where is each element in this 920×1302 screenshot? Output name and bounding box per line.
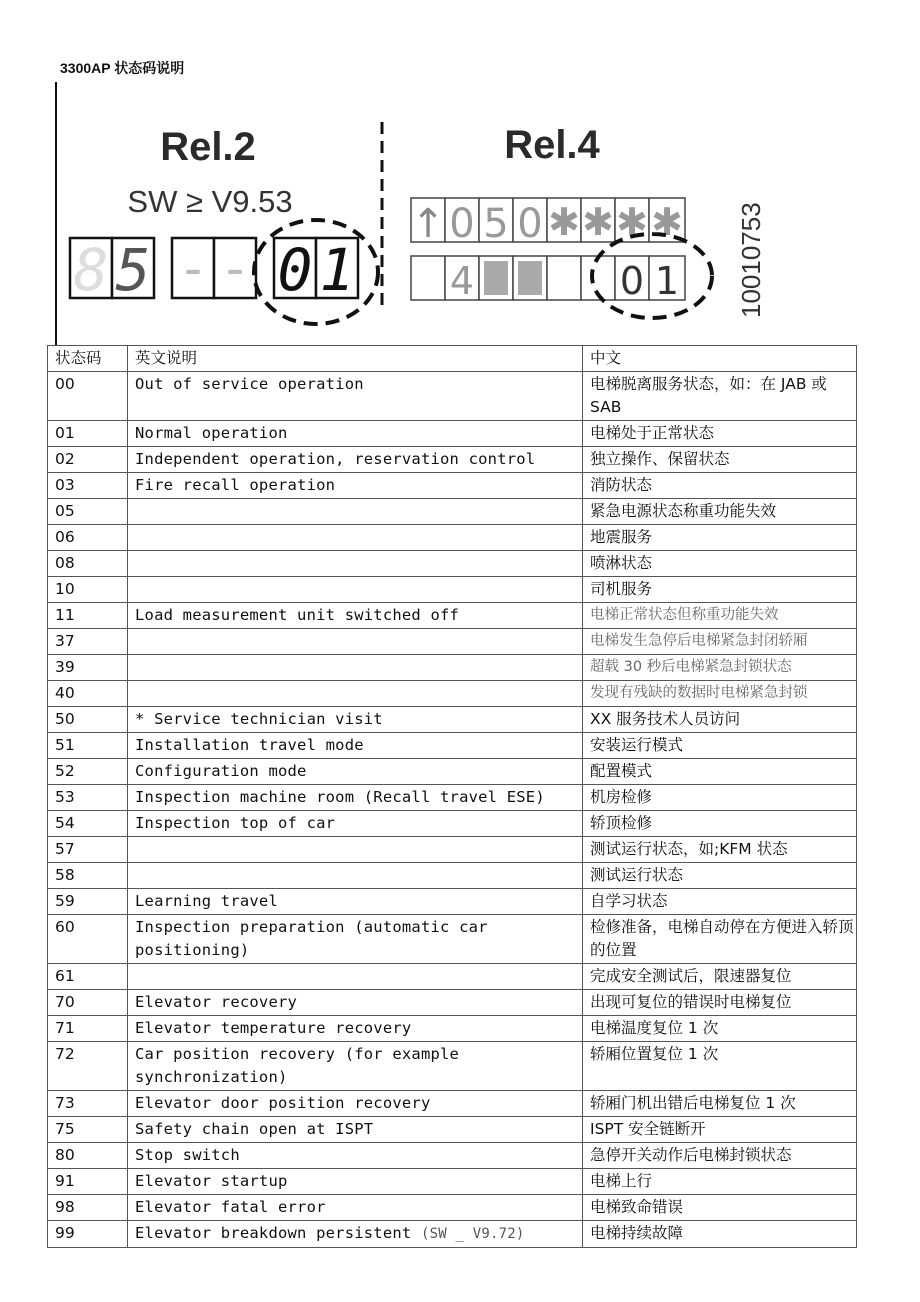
- chinese-description-cell: 安装运行模式: [583, 733, 857, 759]
- header-chinese: 中文: [583, 346, 857, 372]
- table-row: [48, 1042, 857, 1091]
- status-code-cell: 98: [48, 1195, 128, 1221]
- table-row: [48, 990, 857, 1016]
- status-code-cell: 57: [48, 837, 128, 863]
- english-description-text: Elevator breakdown persistent: [135, 1224, 412, 1242]
- rel2-digit-group-1: [70, 236, 154, 304]
- table-row: [48, 863, 857, 889]
- table-row: [48, 785, 857, 811]
- english-description-text: Elevator fatal error: [135, 1198, 326, 1216]
- chinese-description-cell: 发现有残缺的数据时电梯紧急封锁: [583, 681, 857, 707]
- status-code-cell: 06: [48, 525, 128, 551]
- table-row: [48, 372, 857, 421]
- status-code-cell: 73: [48, 1091, 128, 1117]
- english-description-cell: [128, 990, 583, 1016]
- english-description-cell: [128, 603, 583, 629]
- table-row: [48, 1221, 857, 1248]
- table-row: [48, 447, 857, 473]
- status-code-cell: 03: [48, 473, 128, 499]
- chinese-description-cell: 轿厢门机出错后电梯复位 1 次: [583, 1091, 857, 1117]
- english-description-cell: [128, 1143, 583, 1169]
- english-description-cell: [128, 629, 583, 655]
- table-body: [48, 372, 857, 1248]
- status-code-cell: 11: [48, 603, 128, 629]
- rel2-digit-4: -: [219, 239, 251, 299]
- english-description-cell: [128, 1117, 583, 1143]
- table-row: [48, 811, 857, 837]
- table-row: [48, 1195, 857, 1221]
- english-description-text: Normal operation: [135, 424, 288, 442]
- english-description-cell: [128, 1042, 583, 1091]
- chinese-description-cell: ISPT 安全链断开: [583, 1117, 857, 1143]
- table-row: [48, 889, 857, 915]
- chinese-description-cell: 电梯上行: [583, 1169, 857, 1195]
- status-code-cell: 54: [48, 811, 128, 837]
- rel4-r1-digit-3: 0: [517, 201, 543, 247]
- rel2-digit-1: 8: [73, 236, 109, 304]
- english-description-cell: [128, 447, 583, 473]
- rel4-r1-star-2: ✱: [582, 200, 614, 244]
- table-row: [48, 1016, 857, 1042]
- english-description-cell: [128, 525, 583, 551]
- status-code-cell: 05: [48, 499, 128, 525]
- english-description-cell: [128, 681, 583, 707]
- english-description-cell: [128, 499, 583, 525]
- english-description-text: Independent operation, reservation control: [135, 450, 536, 468]
- chinese-description-cell: 消防状态: [583, 473, 857, 499]
- table-row: [48, 473, 857, 499]
- status-code-cell: 70: [48, 990, 128, 1016]
- table-row: [48, 837, 857, 863]
- chinese-description-cell: 紧急电源状态称重功能失效: [583, 499, 857, 525]
- status-code-cell: 60: [48, 915, 128, 964]
- english-description-cell: [128, 1221, 583, 1248]
- status-code-cell: 40: [48, 681, 128, 707]
- rel4-r1-star-1: ✱: [548, 200, 580, 244]
- table-row: [48, 655, 857, 681]
- status-code-cell: 71: [48, 1016, 128, 1042]
- header-english: 英文说明: [128, 346, 583, 372]
- chinese-description-cell: 轿厢位置复位 1 次: [583, 1042, 857, 1091]
- english-description-text: Car position recovery (for example synchronization): [135, 1045, 460, 1086]
- status-code-cell: 59: [48, 889, 128, 915]
- table-row: [48, 1117, 857, 1143]
- table-row: [48, 525, 857, 551]
- status-code-cell: 51: [48, 733, 128, 759]
- table-row: [48, 1143, 857, 1169]
- english-description-cell: [128, 1091, 583, 1117]
- rel2-digit-5: 0: [277, 236, 313, 304]
- document-title: 3300AP 状态码说明: [60, 60, 185, 76]
- status-code-cell: 01: [48, 421, 128, 447]
- english-description-text: * Service technician visit: [135, 710, 383, 728]
- chinese-description-cell: 出现可复位的错误时电梯复位: [583, 990, 857, 1016]
- english-description-cell: [128, 964, 583, 990]
- english-description-cell: [128, 473, 583, 499]
- status-code-cell: 10: [48, 577, 128, 603]
- status-code-table: [47, 345, 857, 1248]
- english-description-cell: [128, 1016, 583, 1042]
- status-code-cell: 58: [48, 863, 128, 889]
- header-code: 状态码: [48, 346, 128, 372]
- status-code-cell: 53: [48, 785, 128, 811]
- status-code-cell: 52: [48, 759, 128, 785]
- english-description-text: Out of service operation: [135, 375, 364, 393]
- rel2-digit-2: 5: [115, 236, 151, 304]
- table-row: [48, 499, 857, 525]
- rel4-title: Rel.4: [504, 123, 600, 167]
- english-description-text: Inspection machine room (Recall travel ESE): [135, 788, 545, 806]
- english-description-text: Elevator temperature recovery: [135, 1019, 412, 1037]
- english-description-text: Inspection preparation (automatic car positioning): [135, 918, 488, 959]
- english-description-cell: [128, 421, 583, 447]
- rel4-r1-digit-1: 0: [449, 201, 475, 247]
- chinese-description-cell: 轿顶检修: [583, 811, 857, 837]
- status-code-cell: 61: [48, 964, 128, 990]
- english-description-text: Learning travel: [135, 892, 278, 910]
- chinese-description-cell: 独立操作、保留状态: [583, 447, 857, 473]
- chinese-description-cell: 司机服务: [583, 577, 857, 603]
- table-row: [48, 915, 857, 964]
- rel4-block-1: [484, 261, 508, 295]
- chinese-description-cell: 检修准备，电梯自动停在方便进入轿顶的位置: [583, 915, 857, 964]
- software-version-note: (SW _ V9.72): [420, 1226, 525, 1242]
- rel2-digit-3: -: [177, 239, 209, 299]
- chinese-description-cell: 测试运行状态: [583, 863, 857, 889]
- table-row: [48, 759, 857, 785]
- english-description-cell: [128, 837, 583, 863]
- status-display-figure: [0, 78, 920, 348]
- english-description-cell: [128, 759, 583, 785]
- table-row: [48, 707, 857, 733]
- chinese-description-cell: 机房检修: [583, 785, 857, 811]
- rel4-r2-digit-3: 1: [654, 259, 680, 303]
- chinese-description-cell: 电梯脱离服务状态，如：在 JAB 或 SAB: [583, 372, 857, 421]
- rel4-row-1: [411, 198, 685, 247]
- status-code-cell: 02: [48, 447, 128, 473]
- chinese-description-cell: 自学习状态: [583, 889, 857, 915]
- rel4-r1-star-3: ✱: [616, 200, 648, 244]
- rel2-subtitle: SW ≥ V9.53: [127, 184, 293, 219]
- table-row: [48, 1091, 857, 1117]
- chinese-description-cell: 地震服务: [583, 525, 857, 551]
- rel4-block-2: [518, 261, 542, 295]
- english-description-cell: [128, 1169, 583, 1195]
- english-description-text: Fire recall operation: [135, 476, 336, 494]
- english-description-text: Safety chain open at ISPT: [135, 1120, 374, 1138]
- chinese-description-cell: 测试运行状态，如;KFM 状态: [583, 837, 857, 863]
- rel2-digit-group-3: [274, 236, 358, 304]
- rel2-digit-6: 1: [319, 236, 355, 304]
- chinese-description-cell: 配置模式: [583, 759, 857, 785]
- status-code-cell: 99: [48, 1221, 128, 1248]
- english-description-cell: [128, 785, 583, 811]
- rel4-r2-digit-2: 0: [619, 259, 645, 303]
- rel2-title: Rel.2: [160, 125, 256, 169]
- chinese-description-cell: 喷淋状态: [583, 551, 857, 577]
- english-description-text: Stop switch: [135, 1146, 240, 1164]
- chinese-description-cell: XX 服务技术人员访问: [583, 707, 857, 733]
- english-description-cell: [128, 707, 583, 733]
- part-number: 10010753: [736, 202, 766, 318]
- chinese-description-cell: 电梯处于正常状态: [583, 421, 857, 447]
- status-code-cell: 37: [48, 629, 128, 655]
- status-code-cell: 75: [48, 1117, 128, 1143]
- status-code-cell: 80: [48, 1143, 128, 1169]
- table-row: [48, 551, 857, 577]
- chinese-description-cell: 电梯发生急停后电梯紧急封闭轿厢: [583, 629, 857, 655]
- table-row: [48, 1169, 857, 1195]
- english-description-cell: [128, 372, 583, 421]
- chinese-description-cell: 电梯温度复位 1 次: [583, 1016, 857, 1042]
- rel4-r1-star-4: ✱: [651, 200, 683, 244]
- status-code-cell: 50: [48, 707, 128, 733]
- english-description-text: Elevator recovery: [135, 993, 298, 1011]
- english-description-text: Inspection top of car: [135, 814, 336, 832]
- chinese-description-cell: 电梯持续故障: [583, 1221, 857, 1248]
- table-row: [48, 421, 857, 447]
- status-code-cell: 91: [48, 1169, 128, 1195]
- table-row: [48, 733, 857, 759]
- english-description-text: Elevator startup: [135, 1172, 288, 1190]
- status-code-cell: 00: [48, 372, 128, 421]
- chinese-description-cell: 完成安全测试后，限速器复位: [583, 964, 857, 990]
- status-code-cell: 08: [48, 551, 128, 577]
- status-code-cell: 72: [48, 1042, 128, 1091]
- table-row: [48, 681, 857, 707]
- table-header-row: [48, 346, 857, 372]
- rel4-r1-digit-2: 5: [483, 201, 509, 247]
- rel2-digit-group-2: [172, 238, 256, 299]
- english-description-cell: [128, 915, 583, 964]
- english-description-cell: [128, 863, 583, 889]
- chinese-description-cell: 急停开关动作后电梯封锁状态: [583, 1143, 857, 1169]
- english-description-cell: [128, 551, 583, 577]
- english-description-text: Load measurement unit switched off: [135, 606, 460, 624]
- english-description-text: Configuration mode: [135, 762, 307, 780]
- rel4-arrow-up-icon: ↑: [411, 201, 445, 247]
- rel4-row-2: [411, 256, 685, 303]
- chinese-description-cell: 电梯正常状态但称重功能失效: [583, 603, 857, 629]
- chinese-description-cell: 电梯致命错误: [583, 1195, 857, 1221]
- english-description-text: Elevator door position recovery: [135, 1094, 431, 1112]
- table-row: [48, 577, 857, 603]
- table-row: [48, 629, 857, 655]
- rel4-r2-digit-1: 4: [449, 259, 475, 303]
- table-row: [48, 964, 857, 990]
- english-description-cell: [128, 889, 583, 915]
- english-description-cell: [128, 733, 583, 759]
- english-description-text: Installation travel mode: [135, 736, 364, 754]
- table-row: [48, 603, 857, 629]
- display-diagram: [0, 78, 920, 348]
- english-description-cell: [128, 577, 583, 603]
- english-description-cell: [128, 1195, 583, 1221]
- status-code-cell: 39: [48, 655, 128, 681]
- english-description-cell: [128, 655, 583, 681]
- english-description-cell: [128, 811, 583, 837]
- chinese-description-cell: 超载 30 秒后电梯紧急封锁状态: [583, 655, 857, 681]
